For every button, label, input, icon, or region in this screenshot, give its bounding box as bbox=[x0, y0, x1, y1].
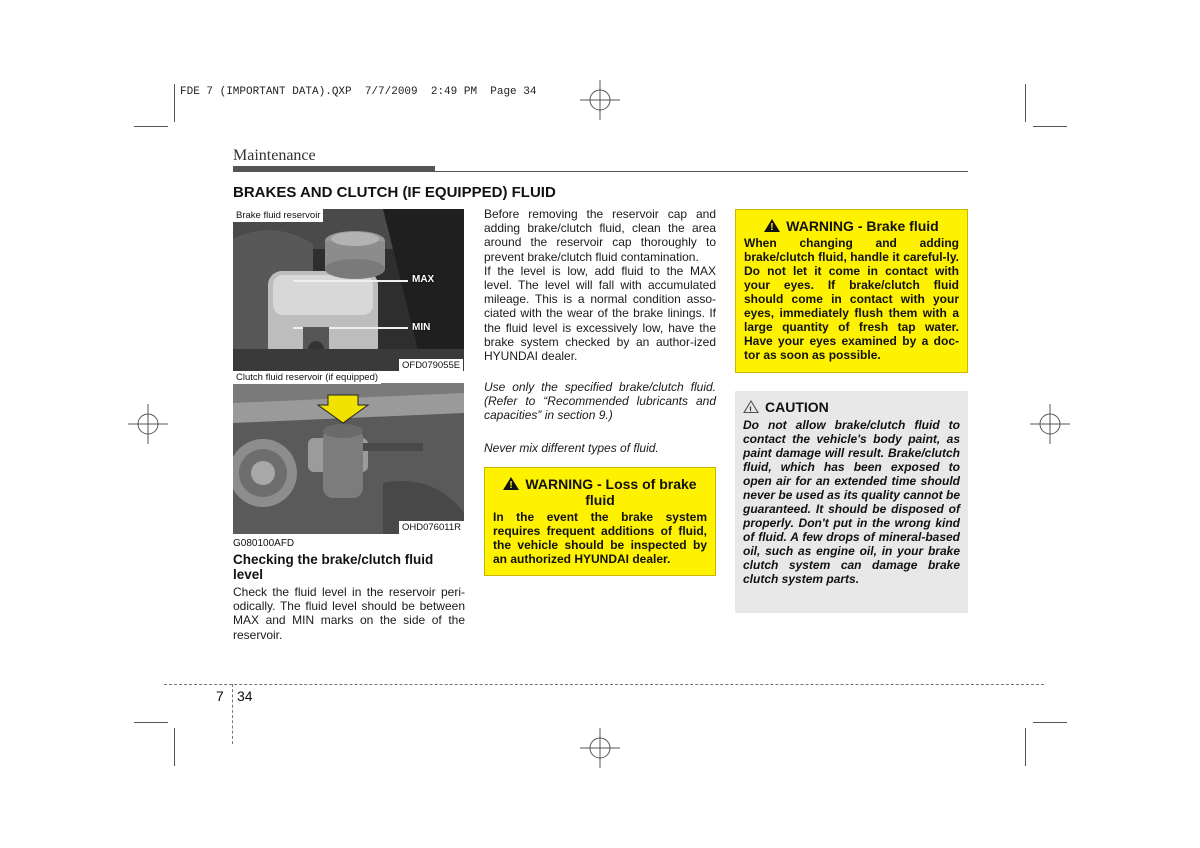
min-label: MIN bbox=[412, 322, 431, 333]
fluid-spec-note: Use only the specified brake/clutch fluid. (Refer to “Recommended lubricants and capacities” in section 9.) bbox=[484, 380, 716, 423]
clutch-reservoir-photo bbox=[233, 383, 464, 534]
crop-mark bbox=[134, 126, 168, 127]
registration-mark-icon bbox=[1030, 404, 1070, 444]
crop-mark bbox=[1025, 728, 1026, 766]
caution-title: ! CAUTION bbox=[743, 399, 960, 415]
registration-mark-icon bbox=[580, 80, 620, 120]
footer-rule bbox=[164, 684, 1044, 685]
warning-title: !WARNING - Loss of brake fluid bbox=[493, 476, 707, 508]
crop-mark bbox=[1025, 84, 1026, 122]
section-code: G080100AFD bbox=[233, 538, 295, 549]
warning-body: When changing and adding brake/clutch fluid, handle it careful-ly. Do not let it come in contact with your eyes. If brake/clutch fluid should come in contact with your eyes, immediately flush them with a large quantity of fresh tap water. Have your eyes examined by a doc-tor as soon as possible. bbox=[744, 236, 959, 362]
middle-column bbox=[484, 207, 716, 363]
crop-mark bbox=[174, 84, 175, 122]
header-rule bbox=[435, 171, 968, 172]
print-slug: FDE 7 (IMPORTANT DATA).QXP 7/7/2009 2:49 PM Page 34 bbox=[180, 86, 537, 98]
caution-body: Do not allow brake/clutch fluid to contact the vehicle's body paint, as paint damage will result. Brake/clutch fluid, which has been exposed to open air for an extended time should never be used as its quality cannot be guaranteed. It should be disposed of properly. Don't put in the wrong kind of fluid. A few drops of mineral-based oil, such as engine oil, in your brake clutch system can damage brake clutch system parts. bbox=[743, 418, 960, 586]
mixing-note: Never mix different types of fluid. bbox=[484, 441, 659, 455]
section-title: Maintenance bbox=[233, 147, 316, 164]
warning-triangle-icon bbox=[503, 477, 519, 490]
clutch-figure-code: OHD076011R bbox=[399, 521, 464, 534]
crop-mark bbox=[1033, 126, 1067, 127]
caution-box bbox=[735, 391, 968, 613]
warning-title: !WARNING - Brake fluid bbox=[744, 218, 959, 234]
subheading: Checking the brake/clutch fluid level bbox=[233, 552, 434, 582]
warning-body: In the event the brake system requires frequent additions of fluid, the vehicle should be inspected by an authorized HYUNDAI dealer. bbox=[493, 510, 707, 566]
page-title: BRAKES AND CLUTCH (IF EQUIPPED) FLUID bbox=[233, 184, 556, 201]
crop-mark bbox=[174, 728, 175, 766]
low-level-paragraph: If the level is low, add fluid to the MAX level. The level will fall with accumulated mileage. This is a normal condition asso-ciated with the wear of the brake linings. If the fluid level is excessively low, have the brake system checked by an author-ized HYUNDAI dealer. bbox=[484, 263, 716, 364]
registration-mark-icon bbox=[580, 728, 620, 768]
warning-triangle-icon bbox=[764, 219, 780, 232]
brake-reservoir-photo bbox=[233, 209, 464, 371]
cleaning-paragraph: Before removing the reservoir cap and adding brake/clutch fluid, clean the area around the reservoir cap thoroughly to prevent brake/clutch fluid contamination. bbox=[484, 207, 716, 264]
page-number: 34 bbox=[237, 688, 253, 704]
caution-triangle-icon: ! bbox=[743, 400, 759, 413]
loss-of-fluid-warning bbox=[484, 467, 716, 576]
footer-divider bbox=[232, 684, 233, 744]
crop-mark bbox=[1033, 722, 1067, 723]
crop-mark bbox=[134, 722, 168, 723]
chapter-number: 7 bbox=[216, 688, 224, 704]
registration-mark-icon bbox=[128, 404, 168, 444]
clutch-figure-caption: Clutch fluid reservoir (if equipped) bbox=[233, 371, 381, 384]
checking-paragraph: Check the fluid level in the reservoir peri-odically. The fluid level should be between MAX and MIN marks on the side of the reservoir. bbox=[233, 585, 465, 642]
brake-fluid-warning bbox=[735, 209, 968, 373]
brake-figure-code: OFD079055E bbox=[399, 359, 463, 372]
header-bar bbox=[233, 166, 435, 172]
brake-figure-caption: Brake fluid reservoir bbox=[233, 209, 323, 222]
max-label: MAX bbox=[412, 274, 435, 285]
